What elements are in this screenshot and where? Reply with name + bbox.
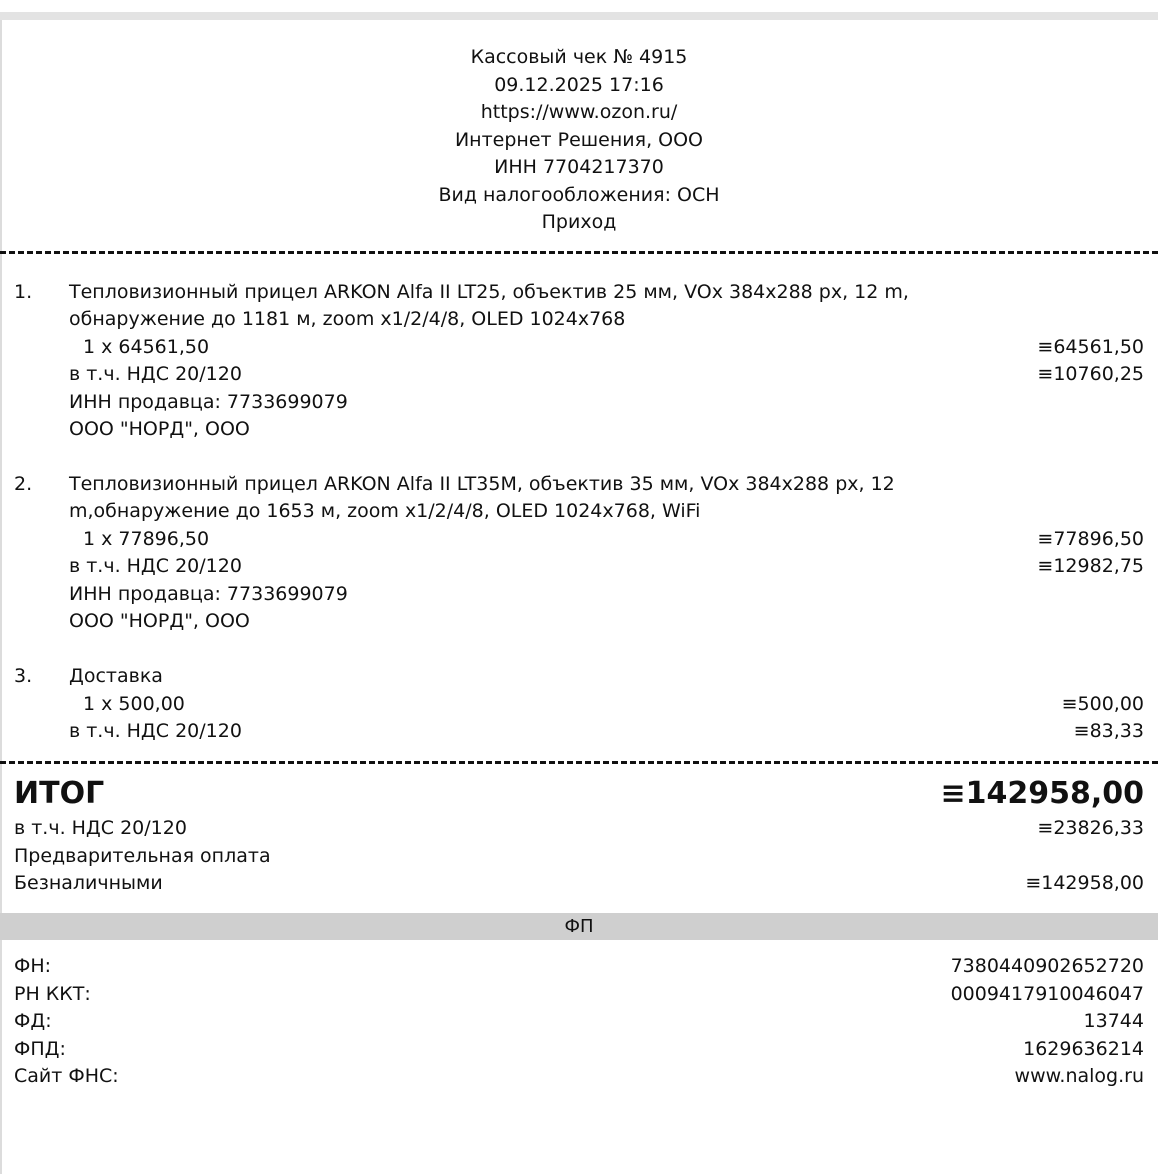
fd-label: ФД:: [14, 1010, 52, 1032]
fn-value: 7380440902652720: [950, 955, 1144, 977]
item-vat-label: в т.ч. НДС 20/120: [69, 720, 242, 742]
tax-system: Вид налогообложения: ОСН: [438, 183, 720, 206]
item-name: Тепловизионный прицел ARKON Alfa II LT25, объектив 25 мм, VOx 384x288 px, 12 m,: [69, 281, 909, 303]
rn-kkt-label: РН ККТ:: [14, 983, 91, 1005]
item-number: 3.: [14, 665, 33, 687]
fns-site-link[interactable]: www.nalog.ru: [1014, 1065, 1144, 1087]
item-qty-price: 1 x 64561,50: [83, 336, 210, 358]
item-name-cont: m,обнаружение до 1653 м, zoom x1/2/4/8, OLED 1024x768, WiFi: [69, 500, 701, 522]
total-vat-value: ≡23826,33: [1037, 817, 1144, 839]
fpd-label: ФПД:: [14, 1038, 66, 1060]
prepayment-label: Предварительная оплата: [14, 845, 271, 867]
item-sum: ≡77896,50: [1037, 528, 1144, 550]
divider-dashed: [0, 761, 1158, 764]
total-vat-label: в т.ч. НДС 20/120: [14, 817, 187, 839]
fn-label: ФН:: [14, 955, 52, 977]
total-value: ≡142958,00: [940, 776, 1144, 811]
item-name: Доставка: [69, 665, 163, 687]
receipt-site: https://www.ozon.ru/: [480, 101, 678, 123]
company-inn: ИНН 7704217370: [494, 156, 664, 178]
cashless-value: ≡142958,00: [1025, 872, 1144, 894]
item-seller-inn: ИНН продавца: 7733699079: [69, 391, 348, 413]
item-vat-sum: ≡12982,75: [1037, 555, 1144, 577]
page-top-border: [0, 12, 1158, 20]
fpd-value: 1629636214: [1023, 1038, 1144, 1060]
fd-value: 13744: [1083, 1010, 1144, 1032]
item-seller-name: ООО "НОРД", ООО: [69, 418, 250, 440]
item-vat-label: в т.ч. НДС 20/120: [69, 363, 242, 385]
item-seller-inn: ИНН продавца: 7733699079: [69, 583, 348, 605]
company-name: Интернет Решения, ООО: [454, 128, 704, 151]
item-vat-sum: ≡10760,25: [1037, 363, 1144, 385]
item-name: Тепловизионный прицел ARKON Alfa II LT35M, объектив 35 мм, VOx 384x288 px, 12: [69, 473, 895, 495]
cashless-label: Безналичными: [14, 872, 163, 894]
item-qty-price: 1 x 77896,50: [83, 528, 210, 550]
total-label: ИТОГ: [14, 776, 105, 811]
item-vat-sum: ≡83,33: [1073, 720, 1144, 742]
receipt-number: Кассовый чек № 4915: [470, 46, 688, 68]
item-vat-label: в т.ч. НДС 20/120: [69, 555, 242, 577]
receipt-header: [0, 44, 1158, 237]
item-qty-price: 1 x 500,00: [83, 693, 185, 715]
receipt-datetime: 09.12.2025 17:16: [494, 73, 664, 96]
divider-dashed: [0, 251, 1158, 254]
item-name-cont: обнаружение до 1181 м, zoom x1/2/4/8, OLED 1024x768: [69, 308, 626, 330]
fp-section-title: ФП: [0, 913, 1158, 940]
item-sum: ≡64561,50: [1037, 336, 1144, 358]
fns-site-label: Сайт ФНС:: [14, 1065, 119, 1087]
item-number: 2.: [14, 473, 33, 495]
item-sum: ≡500,00: [1061, 693, 1144, 715]
item-seller-name: ООО "НОРД", ООО: [69, 610, 250, 632]
operation-type: Приход: [541, 211, 617, 233]
rn-kkt-value: 0009417910046047: [950, 983, 1144, 1005]
item-number: 1.: [14, 281, 33, 303]
